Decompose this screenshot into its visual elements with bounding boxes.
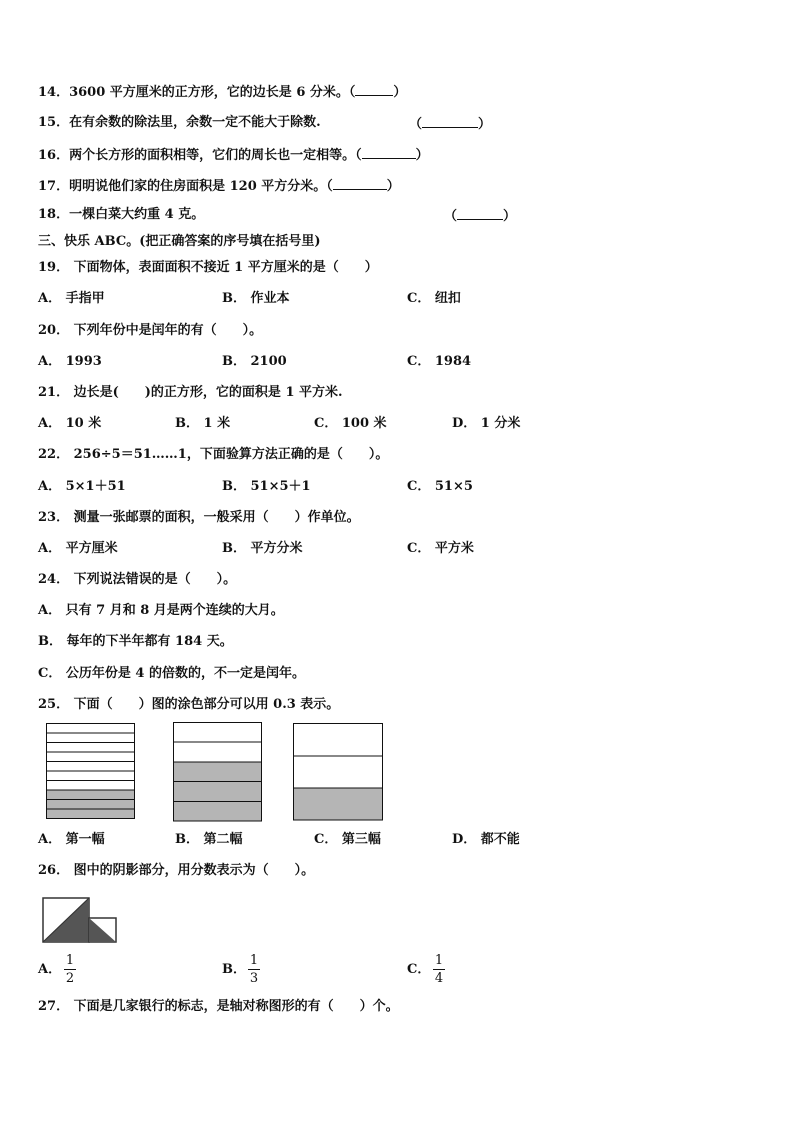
question-number: 18． [38,207,70,222]
question-18 [38,207,204,223]
answer-blank[interactable] [422,115,478,128]
numerator: 1 [249,953,259,968]
shaded-region [294,788,383,820]
option-b[interactable]: B． 平方分米 [222,541,303,556]
fraction-bar [64,969,76,970]
question-22-stem: 22． 256÷5＝51……1，下面验算方法正确的是（ ）。 [38,447,389,462]
question-text: 明明说他们家的住房面积是 120 平方分米。（ [69,179,333,194]
question-text: 在有余数的除法里，余数一定不能大于除数. [69,115,321,130]
question-20-stem: 20． 下列年份中是闰年的有（ ）。 [38,323,263,338]
question-number: 15． [38,115,70,130]
option-c[interactable]: C． 100 米 [314,416,387,431]
question-21-stem: 21． 边长是( )的正方形，它的面积是 1 平方米. [38,385,343,400]
denominator: 3 [249,971,259,986]
option-b[interactable]: B． 作业本 [222,291,290,306]
answer-blank[interactable] [333,177,387,190]
question-27-stem: 27． 下面是几家银行的标志，是轴对称图形的有（ ）个。 [38,999,399,1014]
paren-open: （ [444,209,458,224]
fraction-bar [248,969,260,970]
numerator: 1 [434,953,444,968]
question-15 [38,115,321,131]
question-16 [38,146,429,164]
option-d[interactable]: D． 都不能 [452,832,520,847]
question-24-stem: 24． 下列说法错误的是（ ）。 [38,572,237,587]
option-b[interactable]: B． 第二幅 [175,832,243,847]
option-a[interactable]: A． 5×1＋51 [38,479,126,494]
question-26-stem: 26． 图中的阴影部分，用分数表示为（ ）。 [38,863,315,878]
option-a[interactable]: A． 只有 7 月和 8 月是两个连续的大月。 [38,603,284,618]
question-text: 一棵白菜大约重 4 克。 [69,207,205,222]
paren-close: ） [386,179,400,194]
answer-blank[interactable] [355,83,393,96]
question-18-answer [444,207,516,225]
option-a[interactable]: A． 手指甲 [38,291,105,306]
option-c[interactable]: C． 纽扣 [407,291,461,306]
question-number: 14． [38,85,70,100]
option-a-label[interactable]: A． [38,962,62,977]
option-a[interactable]: A． 1993 [38,354,102,369]
option-c[interactable]: C． 第三幅 [314,832,381,847]
option-a[interactable]: A． 平方厘米 [38,541,118,556]
paren-open: （ [409,117,423,132]
option-a[interactable]: A． 第一幅 [38,832,105,847]
shaded-region [47,790,135,819]
question-25-stem: 25． 下面（ ）图的涂色部分可以用 0.3 表示。 [38,697,340,712]
numerator: 1 [65,953,75,968]
option-b[interactable]: B． 51×5＋1 [222,479,311,494]
question-14 [38,83,406,101]
option-c[interactable]: C． 公历年份是 4 的倍数的，不一定是闰年。 [38,666,305,681]
paren-close: ） [393,85,407,100]
figure-ten-strips [46,723,136,819]
fraction-one-third[interactable] [246,953,262,986]
option-c[interactable]: C． 51×5 [407,479,473,494]
question-text: 两个长方形的面积相等，它们的周长也一定相等。（ [69,148,362,163]
option-c-label[interactable]: C． [407,962,431,977]
option-c[interactable]: C． 1984 [407,354,472,369]
figure-three-strips [293,723,384,821]
fraction-one-quarter[interactable] [431,953,447,986]
question-17 [38,177,400,195]
question-number: 16． [38,148,70,163]
denominator: 2 [65,971,75,986]
figure-shaded-triangles [42,897,118,944]
option-c[interactable]: C． 平方米 [407,541,474,556]
paren-close: ） [478,117,492,132]
question-15-answer [409,115,491,133]
answer-blank[interactable] [457,207,503,220]
paren-close: ） [415,148,429,163]
fraction-bar [433,969,445,970]
fraction-one-half[interactable] [62,953,78,986]
section-heading: 三、快乐 ABC。(把正确答案的序号填在括号里) [38,234,321,249]
question-text: 3600 平方厘米的正方形，它的边长是 6 分米。（ [69,85,356,100]
figure-five-strips [173,722,263,822]
option-b[interactable]: B． 每年的下半年都有 184 天。 [38,634,233,649]
option-d[interactable]: D． 1 分米 [452,416,521,431]
option-b[interactable]: B． 1 米 [175,416,231,431]
question-number: 17． [38,179,70,194]
answer-blank[interactable] [362,146,416,159]
option-a[interactable]: A． 10 米 [38,416,102,431]
denominator: 4 [434,971,444,986]
option-b-label[interactable]: B． [222,962,246,977]
question-19-stem: 19． 下面物体，表面面积不接近 1 平方厘米的是（ ） [38,260,378,275]
option-b[interactable]: B． 2100 [222,354,287,369]
shaded-region [174,762,262,821]
question-23-stem: 23． 测量一张邮票的面积，一般采用（ ）作单位。 [38,510,360,525]
paren-close: ） [503,209,517,224]
